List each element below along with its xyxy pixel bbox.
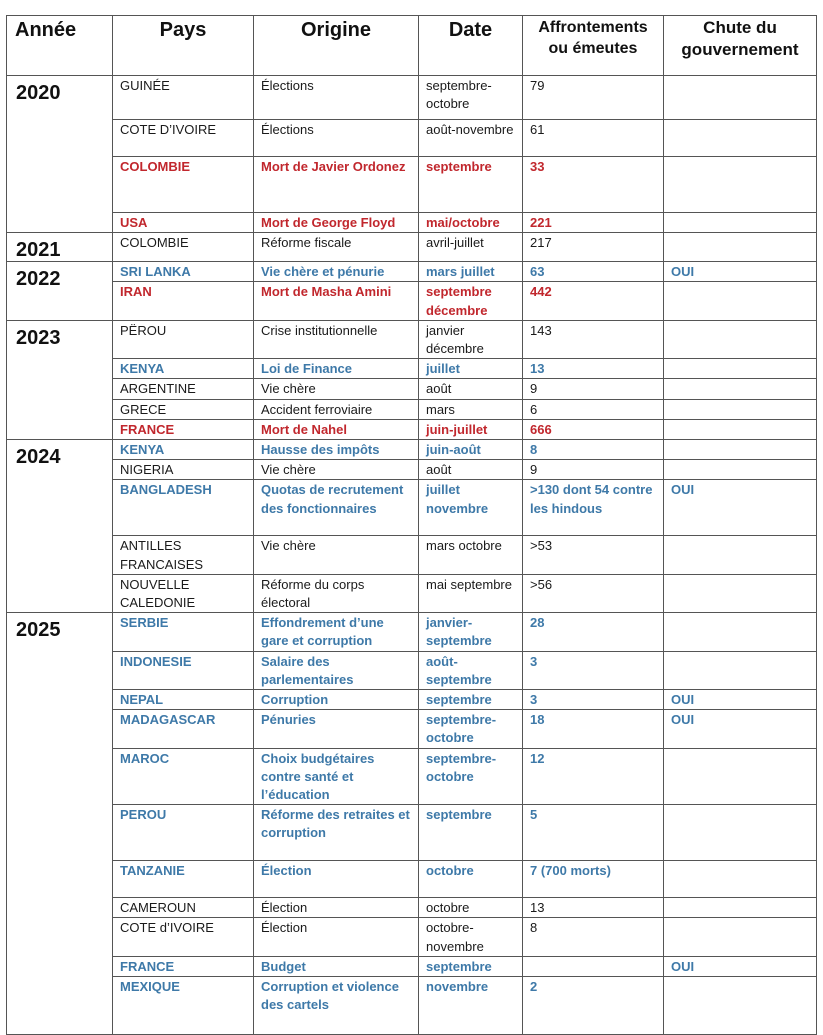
- government-fall-cell: OUI: [664, 480, 817, 536]
- country-cell: SRI LANKA: [113, 262, 254, 282]
- year-cell: 2023: [7, 320, 113, 439]
- origin-cell: Effondrement d’une gare et corruption: [254, 613, 419, 651]
- clashes-cell: 63: [523, 262, 664, 282]
- clashes-cell: 3: [523, 690, 664, 710]
- clashes-cell: 18: [523, 710, 664, 748]
- table-row: [7, 157, 817, 213]
- government-fall-cell: [664, 805, 817, 861]
- date-cell: janvier-septembre: [419, 613, 523, 651]
- header-country: Pays: [113, 16, 254, 76]
- government-fall-cell: [664, 320, 817, 358]
- government-fall-cell: [664, 399, 817, 419]
- origin-cell: Élections: [254, 120, 419, 157]
- table-row: [7, 748, 817, 805]
- origin-cell: Vie chère: [254, 536, 419, 574]
- government-fall-cell: [664, 574, 817, 612]
- date-cell: mars: [419, 399, 523, 419]
- header-clashes-line2: ou émeutes: [548, 40, 638, 57]
- riots-table: [6, 15, 817, 1035]
- country-cell: MAROC: [113, 748, 254, 805]
- header-year: Année: [7, 16, 113, 76]
- clashes-cell: 6: [523, 399, 664, 419]
- government-fall-cell: [664, 157, 817, 213]
- year-cell: 2022: [7, 262, 113, 321]
- country-cell: USA: [113, 213, 254, 233]
- table-row: [7, 480, 817, 536]
- date-cell: juin-août: [419, 440, 523, 460]
- country-cell: ARGENTINE: [113, 379, 254, 399]
- country-cell: KENYA: [113, 359, 254, 379]
- government-fall-cell: [664, 898, 817, 918]
- clashes-cell: 8: [523, 440, 664, 460]
- country-cell: PËROU: [113, 320, 254, 358]
- government-fall-cell: [664, 359, 817, 379]
- year-cell: 2020: [7, 76, 113, 233]
- clashes-cell: >130 dont 54 contre les hindous: [523, 480, 664, 536]
- date-cell: août: [419, 379, 523, 399]
- date-cell: septembre-octobre: [419, 76, 523, 120]
- clashes-cell: 143: [523, 320, 664, 358]
- origin-cell: Hausse des impôts: [254, 440, 419, 460]
- table-row: [7, 440, 817, 460]
- origin-cell: Budget: [254, 956, 419, 976]
- government-fall-cell: [664, 213, 817, 233]
- origin-cell: Quotas de recrutement des fonctionnaires: [254, 480, 419, 536]
- date-cell: mai septembre: [419, 574, 523, 612]
- origin-cell: Mort de Javier Ordonez: [254, 157, 419, 213]
- clashes-cell: 13: [523, 359, 664, 379]
- table-row: [7, 262, 817, 282]
- clashes-cell: 61: [523, 120, 664, 157]
- country-cell: BANGLADESH: [113, 480, 254, 536]
- date-cell: octobre-novembre: [419, 918, 523, 956]
- date-cell: juillet novembre: [419, 480, 523, 536]
- country-cell: KENYA: [113, 440, 254, 460]
- table-row: [7, 282, 817, 320]
- table-row: [7, 977, 817, 1035]
- date-cell: mai/octobre: [419, 213, 523, 233]
- government-fall-cell: [664, 440, 817, 460]
- date-cell: mars juillet: [419, 262, 523, 282]
- origin-cell: Crise institutionnelle: [254, 320, 419, 358]
- origin-cell: Élection: [254, 861, 419, 898]
- date-cell: septembre décembre: [419, 282, 523, 320]
- government-fall-cell: [664, 748, 817, 805]
- date-cell: août-septembre: [419, 651, 523, 689]
- origin-cell: Mort de George Floyd: [254, 213, 419, 233]
- clashes-cell: 13: [523, 898, 664, 918]
- country-cell: NEPAL: [113, 690, 254, 710]
- country-cell: PEROU: [113, 805, 254, 861]
- country-cell: COTE D’IVOIRE: [113, 120, 254, 157]
- table-row: [7, 76, 817, 120]
- government-fall-cell: [664, 918, 817, 956]
- clashes-cell: 79: [523, 76, 664, 120]
- table-row: [7, 359, 817, 379]
- table-row: [7, 956, 817, 976]
- table-row: [7, 320, 817, 358]
- table-row: [7, 898, 817, 918]
- origin-cell: Mort de Masha Amini: [254, 282, 419, 320]
- government-fall-cell: [664, 613, 817, 651]
- origin-cell: Pénuries: [254, 710, 419, 748]
- government-fall-cell: OUI: [664, 690, 817, 710]
- origin-cell: Réforme du corps électoral: [254, 574, 419, 612]
- government-fall-cell: [664, 282, 817, 320]
- country-cell: INDONESIE: [113, 651, 254, 689]
- table-row: [7, 710, 817, 748]
- header-clashes: [523, 16, 664, 76]
- clashes-cell: 5: [523, 805, 664, 861]
- country-cell: ANTILLES FRANCAISES: [113, 536, 254, 574]
- date-cell: novembre: [419, 977, 523, 1035]
- origin-cell: Réforme fiscale: [254, 233, 419, 262]
- date-cell: septembre: [419, 690, 523, 710]
- clashes-cell: 9: [523, 460, 664, 480]
- date-cell: octobre: [419, 861, 523, 898]
- government-fall-cell: [664, 460, 817, 480]
- country-cell: GUINÉE: [113, 76, 254, 120]
- government-fall-cell: OUI: [664, 710, 817, 748]
- clashes-cell: [523, 956, 664, 976]
- origin-cell: Mort de Nahel: [254, 419, 419, 439]
- government-fall-cell: OUI: [664, 956, 817, 976]
- date-cell: août-novembre: [419, 120, 523, 157]
- date-cell: septembre-octobre: [419, 748, 523, 805]
- origin-cell: Loi de Finance: [254, 359, 419, 379]
- government-fall-cell: [664, 76, 817, 120]
- date-cell: septembre: [419, 805, 523, 861]
- government-fall-cell: [664, 536, 817, 574]
- table-row: [7, 213, 817, 233]
- government-fall-cell: OUI: [664, 262, 817, 282]
- clashes-cell: 8: [523, 918, 664, 956]
- table-body: [7, 76, 817, 1035]
- origin-cell: Accident ferroviaire: [254, 399, 419, 419]
- origin-cell: Vie chère et pénurie: [254, 262, 419, 282]
- date-cell: août: [419, 460, 523, 480]
- clashes-cell: 217: [523, 233, 664, 262]
- date-cell: septembre: [419, 956, 523, 976]
- country-cell: COLOMBIE: [113, 233, 254, 262]
- clashes-cell: 33: [523, 157, 664, 213]
- header-fall-line2: gouvernement: [681, 40, 799, 59]
- origin-cell: Choix budgétaires contre santé et l’éducation: [254, 748, 419, 805]
- clashes-cell: 221: [523, 213, 664, 233]
- country-cell: TANZANIE: [113, 861, 254, 898]
- country-cell: COTE d’IVOIRE: [113, 918, 254, 956]
- table-row: [7, 379, 817, 399]
- government-fall-cell: [664, 861, 817, 898]
- government-fall-cell: [664, 651, 817, 689]
- year-cell: 2025: [7, 613, 113, 1035]
- government-fall-cell: [664, 120, 817, 157]
- table-row: [7, 690, 817, 710]
- date-cell: janvier décembre: [419, 320, 523, 358]
- date-cell: octobre: [419, 898, 523, 918]
- clashes-cell: >53: [523, 536, 664, 574]
- government-fall-cell: [664, 379, 817, 399]
- year-cell: 2024: [7, 440, 113, 613]
- origin-cell: Corruption et violence des cartels: [254, 977, 419, 1035]
- table-row: [7, 613, 817, 651]
- origin-cell: Réforme des retraites et corruption: [254, 805, 419, 861]
- clashes-cell: 3: [523, 651, 664, 689]
- country-cell: SERBIE: [113, 613, 254, 651]
- header-fall-line1: Chute du: [703, 18, 777, 37]
- origin-cell: Élection: [254, 918, 419, 956]
- country-cell: IRAN: [113, 282, 254, 320]
- clashes-cell: 28: [523, 613, 664, 651]
- government-fall-cell: [664, 419, 817, 439]
- country-cell: GRECE: [113, 399, 254, 419]
- table-row: [7, 536, 817, 574]
- header-origin: Origine: [254, 16, 419, 76]
- country-cell: MEXIQUE: [113, 977, 254, 1035]
- clashes-cell: 666: [523, 419, 664, 439]
- country-cell: COLOMBIE: [113, 157, 254, 213]
- country-cell: NIGERIA: [113, 460, 254, 480]
- table-row: [7, 233, 817, 262]
- table-row: [7, 861, 817, 898]
- table-row: [7, 120, 817, 157]
- clashes-cell: >56: [523, 574, 664, 612]
- date-cell: juin-juillet: [419, 419, 523, 439]
- origin-cell: Élections: [254, 76, 419, 120]
- header-row: [7, 16, 817, 76]
- table-row: [7, 651, 817, 689]
- date-cell: avril-juillet: [419, 233, 523, 262]
- table-row: [7, 805, 817, 861]
- clashes-cell: 9: [523, 379, 664, 399]
- country-cell: CAMEROUN: [113, 898, 254, 918]
- date-cell: mars octobre: [419, 536, 523, 574]
- origin-cell: Élection: [254, 898, 419, 918]
- country-cell: NOUVELLE CALEDONIE: [113, 574, 254, 612]
- date-cell: septembre-octobre: [419, 710, 523, 748]
- header-clashes-line1: Affrontements: [538, 19, 648, 36]
- clashes-cell: 12: [523, 748, 664, 805]
- origin-cell: Vie chère: [254, 379, 419, 399]
- clashes-cell: 442: [523, 282, 664, 320]
- origin-cell: Corruption: [254, 690, 419, 710]
- clashes-cell: 7 (700 morts): [523, 861, 664, 898]
- table-row: [7, 460, 817, 480]
- header-government-fall: [664, 16, 817, 76]
- header-date: Date: [419, 16, 523, 76]
- table-row: [7, 419, 817, 439]
- table-row: [7, 574, 817, 612]
- clashes-cell: 2: [523, 977, 664, 1035]
- table-row: [7, 918, 817, 956]
- date-cell: septembre: [419, 157, 523, 213]
- date-cell: juillet: [419, 359, 523, 379]
- origin-cell: Salaire des parlementaires: [254, 651, 419, 689]
- government-fall-cell: [664, 233, 817, 262]
- origin-cell: Vie chère: [254, 460, 419, 480]
- government-fall-cell: [664, 977, 817, 1035]
- year-cell: 2021: [7, 233, 113, 262]
- country-cell: MADAGASCAR: [113, 710, 254, 748]
- table-row: [7, 399, 817, 419]
- country-cell: FRANCE: [113, 956, 254, 976]
- country-cell: FRANCE: [113, 419, 254, 439]
